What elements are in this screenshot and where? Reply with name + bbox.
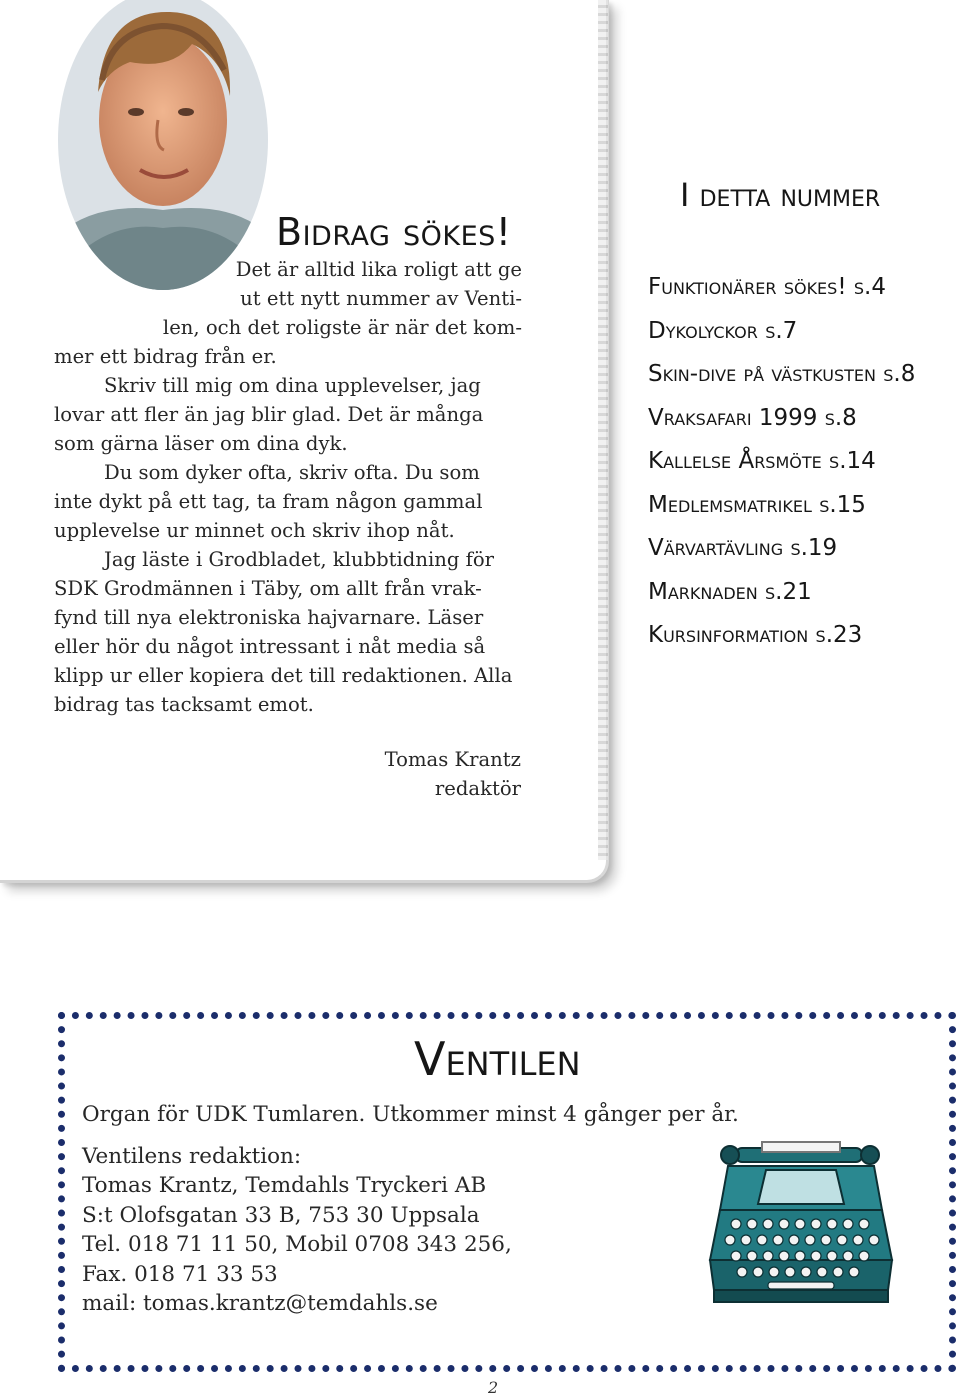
contents-item: Vraksafari 1999 s.8 <box>648 404 857 431</box>
editorial-line: Jag läste i Grodbladet, klubbtidning för <box>104 548 495 571</box>
contents-item: Kallelse Årsmöte s.14 <box>648 448 876 474</box>
colophon-line: mail: tomas.krantz@temdahls.se <box>82 1291 438 1316</box>
contents-item: Funktionärer sökes! s.4 <box>648 274 886 300</box>
editorial-line: ut ett nytt nummer av Venti- <box>240 287 522 310</box>
editorial-line: mer ett bidrag från er. <box>54 345 277 368</box>
colophon-line: Tel. 018 71 11 50, Mobil 0708 343 256, <box>82 1232 512 1257</box>
colophon-line: Ventilens redaktion: <box>82 1143 302 1169</box>
contents-item: Marknaden s.21 <box>648 578 812 605</box>
contents-item: Värvartävling s.19 <box>648 535 838 561</box>
editorial-title: Bidrag sökes! <box>276 210 512 254</box>
editorial-line: som gärna läser om dina dyk. <box>54 432 348 455</box>
editorial-signature <box>300 745 521 803</box>
colophon-line: Fax. 018 71 33 53 <box>82 1261 278 1287</box>
signature-name: Tomas Krantz <box>384 748 521 771</box>
editorial-line: upplevelse ur minnet och skriv ihop nåt. <box>54 519 455 542</box>
colophon-body <box>82 1100 782 1319</box>
editorial-line: inte dykt på ett tag, ta fram någon gammal <box>54 490 483 513</box>
editorial-line: Du som dyker ofta, skriv ofta. Du som <box>104 461 480 484</box>
typewriter-icon <box>706 1140 896 1342</box>
editorial-line: Skriv till mig om dina upplevelser, jag <box>104 374 481 397</box>
contents-item: Dykolyckor s.7 <box>648 317 798 344</box>
editorial-line: eller hör du något intressant i nåt media så <box>54 635 486 658</box>
editorial-line: klipp ur eller kopiera det till redaktionen. Alla <box>54 664 513 687</box>
contents-item: Kursinformation s.23 <box>648 622 863 648</box>
colophon-line: Tomas Krantz, Temdahls Tryckeri AB <box>82 1173 487 1198</box>
editorial-line: lovar att fler än jag blir glad. Det är många <box>54 403 484 426</box>
colophon-organ: Organ för UDK Tumlaren. Utkommer minst 4 gånger per år. <box>82 1102 739 1127</box>
editorial-body <box>54 255 522 719</box>
colophon-title: Ventilen <box>414 1032 581 1086</box>
paper-edge <box>598 0 608 860</box>
contents-title: I detta nummer <box>680 176 881 214</box>
contents-list <box>648 272 915 664</box>
editor-portrait <box>52 0 274 292</box>
editorial-line: SDK Grodmännen i Täby, om allt från vrak- <box>54 577 482 600</box>
editorial-line: fynd till nya elektroniska hajvarnare. Läser <box>54 606 484 629</box>
editorial-line: len, och det roligste är när det kom- <box>162 316 522 339</box>
contents-item: Skin-dive på västkusten s.8 <box>648 361 916 387</box>
editorial-line: bidrag tas tacksamt emot. <box>54 693 314 716</box>
colophon-line: S:t Olofsgatan 33 B, 753 30 Uppsala <box>82 1202 480 1228</box>
contents-item: Medlemsmatrikel s.15 <box>648 491 866 518</box>
editorial-line: Det är alltid lika roligt att ge <box>235 258 522 281</box>
page-number: 2 <box>488 1378 499 1397</box>
signature-role: redaktör <box>434 777 521 800</box>
